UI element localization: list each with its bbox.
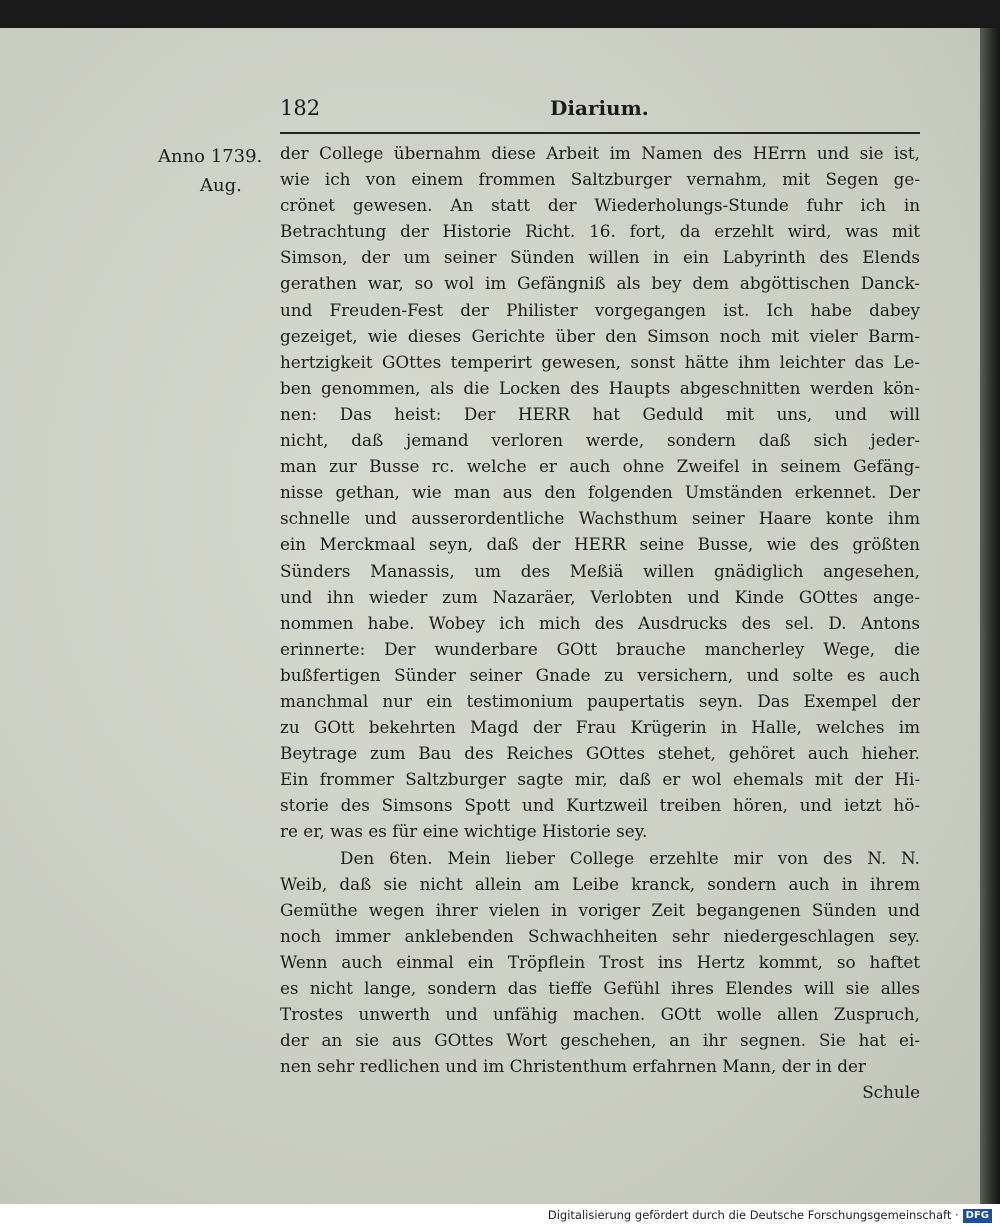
text-line: Trostes unwerth und unfähig machen. GOtt wolle allen Zuspruch,: [280, 1004, 920, 1025]
text-line: der College übernahm diese Arbeit im Namen des HErrn und sie ist,: [280, 143, 920, 163]
text-line: nen sehr redlichen und im Christenthum erfahrnen Mann, der in der: [280, 1056, 866, 1077]
text-line: Beytrage zum Bau des Reiches GOttes stehet, gehöret auch hieher.: [280, 743, 920, 764]
text-line: nisse gethan, wie man aus den folgenden Umständen erkennet. Der: [280, 482, 920, 503]
text-line: man zur Busse rc. welche er auch ohne Zweifel in seinem Gefäng-: [280, 456, 920, 477]
text-line: manchmal nur ein testimonium paupertatis seyn. Das Exempel der: [280, 690, 920, 711]
text-line: und ihn wieder zum Nazaräer, Verlobten und Kinde GOttes ange-: [280, 586, 920, 607]
text-line: bußfertigen Sünder seiner Gnade zu versichern, und solte es auch: [280, 664, 920, 685]
book-binding: [980, 28, 1000, 1204]
text-line: storie des Simsons Spott und Kurtzweil treiben hören, und ietzt hö-: [280, 795, 920, 816]
text-line: hertzigkeit GOttes temperirt gewesen, sonst hätte ihm leichter das Le-: [280, 351, 920, 372]
text-line: Weib, daß sie nicht allein am Leibe kranck, sondern auch in ihrem: [280, 873, 920, 894]
text-line: ein Merckmaal seyn, daß der HERR seine Busse, wie des größten: [280, 534, 920, 555]
margin-month: Aug.: [200, 175, 242, 196]
text-line: der an sie aus GOttes Wort geschehen, an ihr segnen. Sie hat ei-: [280, 1030, 920, 1051]
margin-year: Anno 1739.: [158, 146, 263, 167]
text-line: erinnerte: Der wunderbare GOtt brauche mancherley Wege, die: [280, 638, 920, 659]
page-number: 182: [280, 96, 321, 120]
running-title: Diarium.: [550, 96, 649, 120]
page-header: [280, 96, 920, 126]
text-line: nicht, daß jemand verloren werde, sondern daß sich jeder-: [280, 430, 920, 451]
text-line: re er, was es für eine wichtige Historie sey.: [280, 821, 648, 842]
text-line: nen: Das heist: Der HERR hat Geduld mit uns, und will: [280, 403, 920, 424]
text-line: crönet gewesen. An statt der Wiederholungs-Stunde fuhr ich in: [280, 195, 920, 216]
text-line: gerathen war, so wol im Gefängniß als bey dem abgöttischen Danck-: [280, 273, 920, 294]
text-line: nommen habe. Wobey ich mich des Ausdrucks des sel. D. Antons: [280, 612, 920, 633]
text-line: Den 6ten. Mein lieber College erzehlte mir von des N. N.: [340, 847, 920, 868]
catchword: Schule: [862, 1082, 920, 1103]
text-line: zu GOtt bekehrten Magd der Frau Krügerin in Halle, welches im: [280, 717, 920, 738]
text-line: gezeiget, wie dieses Gerichte über den Simson noch mit vieler Barm-: [280, 325, 920, 346]
text-line: Ein frommer Saltzburger sagte mir, daß er wol ehemals mit der Hi-: [280, 769, 920, 790]
header-rule: [280, 132, 920, 134]
text-line: Simson, der um seiner Sünden willen in ein Labyrinth des Elends: [280, 247, 920, 268]
text-line: Betrachtung der Historie Richt. 16. fort, da erzehlt wird, was mit: [280, 221, 920, 242]
text-line: es nicht lange, sondern das tieffe Gefühl ihres Elendes will sie alles: [280, 978, 920, 998]
footer-credit: Digitalisierung gefördert durch die Deutsche Forschungsgemeinschaft ·: [547, 1208, 959, 1222]
text-line: schnelle und ausserordentliche Wachsthum seiner Haare konte ihm: [280, 508, 920, 529]
text-line: wie ich von einem frommen Saltzburger vernahm, mit Segen ge-: [280, 169, 920, 190]
text-line: noch immer anklebenden Schwachheiten sehr niedergeschlagen sey.: [280, 925, 920, 946]
footer-bar: [0, 1204, 1000, 1226]
dfg-logo-icon: DFG: [963, 1209, 992, 1223]
text-line: ben genommen, als die Locken des Haupts abgeschnitten werden kön-: [280, 377, 920, 398]
text-line: Gemüthe wegen ihrer vielen in voriger Zeit begangenen Sünden und: [280, 899, 920, 920]
body-text: [280, 140, 920, 1105]
text-line: und Freuden-Fest der Philister vorgegangen ist. Ich habe dabey: [280, 299, 920, 320]
text-line: Sünders Manassis, um des Meßiä willen gnädiglich angesehen,: [280, 560, 920, 581]
text-line: Wenn auch einmal ein Tröpflein Trost ins Hertz kommt, so haftet: [280, 951, 920, 972]
